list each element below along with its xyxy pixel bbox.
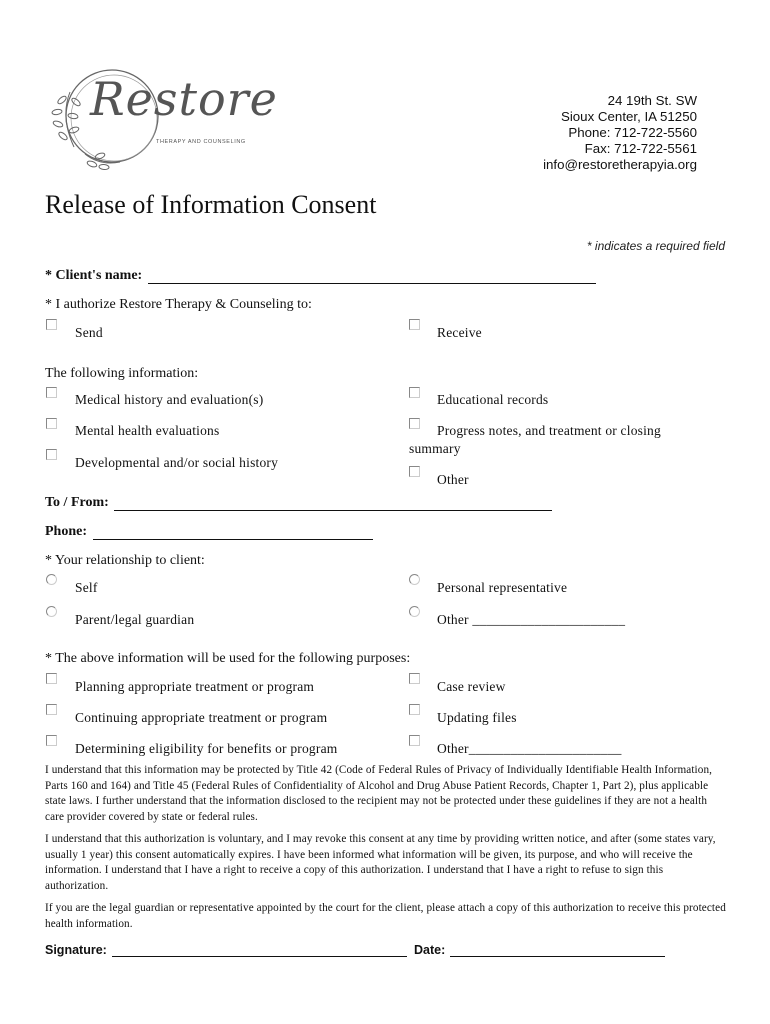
phone-field[interactable] xyxy=(93,525,373,540)
phone-label: Phone: xyxy=(45,524,87,539)
address-fax: Fax: 712-722-5561 xyxy=(584,141,697,156)
other-info-checkbox[interactable] xyxy=(409,466,420,477)
client-name-row xyxy=(45,268,596,284)
guardian-paragraph: If you are the legal guardian or representative appointed by the court for the client, please attach a copy of this authorization to receive this protected health information. xyxy=(45,902,726,930)
send-label: Send xyxy=(75,325,103,340)
signature-field[interactable] xyxy=(112,942,407,957)
progress-notes-label: Progress notes, and treatment or closing xyxy=(437,423,661,438)
eligibility-label: Determining eligibility for benefits or program xyxy=(75,741,338,756)
receive-label: Receive xyxy=(437,325,482,340)
authorize-label: * I authorize Restore Therapy & Counseling to: xyxy=(45,297,312,312)
other-relationship-radio[interactable] xyxy=(409,606,420,617)
self-radio[interactable] xyxy=(46,574,57,585)
parent-guardian-label: Parent/legal guardian xyxy=(75,612,195,627)
voluntary-paragraph: I understand that this authorization is voluntary, and I may revoke this consent at any time by providing written notice, and after (some states vary, usually 1 year) this consent automatically expires. I have been informed what information will be given, its purpose, and who will receive the information. I understand that I have a right to receive a copy of this authorization. I understand that I have a right to refuse to sign this authorization. xyxy=(45,833,716,892)
case-review-checkbox[interactable] xyxy=(409,673,420,684)
educational-records-checkbox[interactable] xyxy=(409,387,420,398)
planning-treatment-checkbox[interactable] xyxy=(46,673,57,684)
to-from-field[interactable] xyxy=(114,496,552,511)
date-label: Date: xyxy=(414,943,446,957)
logo-wordmark: Restore xyxy=(90,72,278,126)
planning-treatment-label: Planning appropriate treatment or program xyxy=(75,679,315,694)
progress-notes-checkbox[interactable] xyxy=(409,418,420,429)
mental-health-checkbox[interactable] xyxy=(46,418,57,429)
address-street: 24 19th St. SW xyxy=(607,93,697,108)
signature-row xyxy=(45,942,407,957)
receive-checkbox[interactable] xyxy=(409,319,420,330)
signature-label: Signature: xyxy=(45,943,107,957)
other-info-label: Other xyxy=(437,472,469,487)
self-label: Self xyxy=(75,580,98,595)
parent-guardian-radio[interactable] xyxy=(46,606,57,617)
address-phone: Phone: 712-722-5560 xyxy=(568,125,697,140)
client-name-label: * Client's name: xyxy=(45,268,143,283)
case-review-label: Case review xyxy=(437,679,506,694)
relationship-label: * Your relationship to client: xyxy=(45,553,205,568)
date-row xyxy=(414,942,665,957)
developmental-history-checkbox[interactable] xyxy=(46,449,57,460)
personal-representative-radio[interactable] xyxy=(409,574,420,585)
educational-records-label: Educational records xyxy=(437,392,549,407)
send-checkbox[interactable] xyxy=(46,319,57,330)
developmental-history-label: Developmental and/or social history xyxy=(75,455,279,470)
client-name-field[interactable] xyxy=(148,269,596,284)
medical-history-checkbox[interactable] xyxy=(46,387,57,398)
other-purpose-label: Other______________________ xyxy=(437,741,622,756)
page-title: Release of Information Consent xyxy=(45,190,377,219)
phone-row xyxy=(45,524,373,540)
date-field[interactable] xyxy=(450,942,665,957)
other-relationship-label: Other ______________________ xyxy=(437,612,626,627)
address-city: Sioux Center, IA 51250 xyxy=(560,109,697,124)
privacy-paragraph: I understand that this information may be protected by Title 42 (Code of Federal Rules of Privacy of Individually Identifiable Health Information, Parts 160 and 164) and Title 45 (Federal Rules of Confidentiality of Alcohol and Drug Abuse Patient Records, Chapter 1, Part 2), plus applicable state laws. I further understand that the information disclosed to the recipient may not be protected under these guidelines if they are not a health care provider covered by state or federal rules. xyxy=(45,764,713,823)
to-from-label: To / From: xyxy=(45,495,109,510)
other-purpose-checkbox[interactable] xyxy=(409,735,420,746)
logo-subtitle: THERAPY AND COUNSELING xyxy=(156,139,246,145)
continuing-treatment-label: Continuing appropriate treatment or program xyxy=(75,710,328,725)
personal-representative-label: Personal representative xyxy=(437,580,568,595)
required-note: * indicates a required field xyxy=(586,239,725,253)
address-email: info@restoretherapyia.org xyxy=(543,157,697,172)
updating-files-label: Updating files xyxy=(437,710,517,725)
medical-history-label: Medical history and evaluation(s) xyxy=(75,392,264,407)
progress-notes-label-cont: summary xyxy=(409,441,461,456)
purposes-label: * The above information will be used for the following purposes: xyxy=(45,651,411,666)
information-label: The following information: xyxy=(45,366,199,381)
contact-block xyxy=(543,93,697,173)
to-from-row xyxy=(45,495,552,511)
mental-health-label: Mental health evaluations xyxy=(75,423,220,438)
updating-files-checkbox[interactable] xyxy=(409,704,420,715)
continuing-treatment-checkbox[interactable] xyxy=(46,704,57,715)
eligibility-checkbox[interactable] xyxy=(46,735,57,746)
